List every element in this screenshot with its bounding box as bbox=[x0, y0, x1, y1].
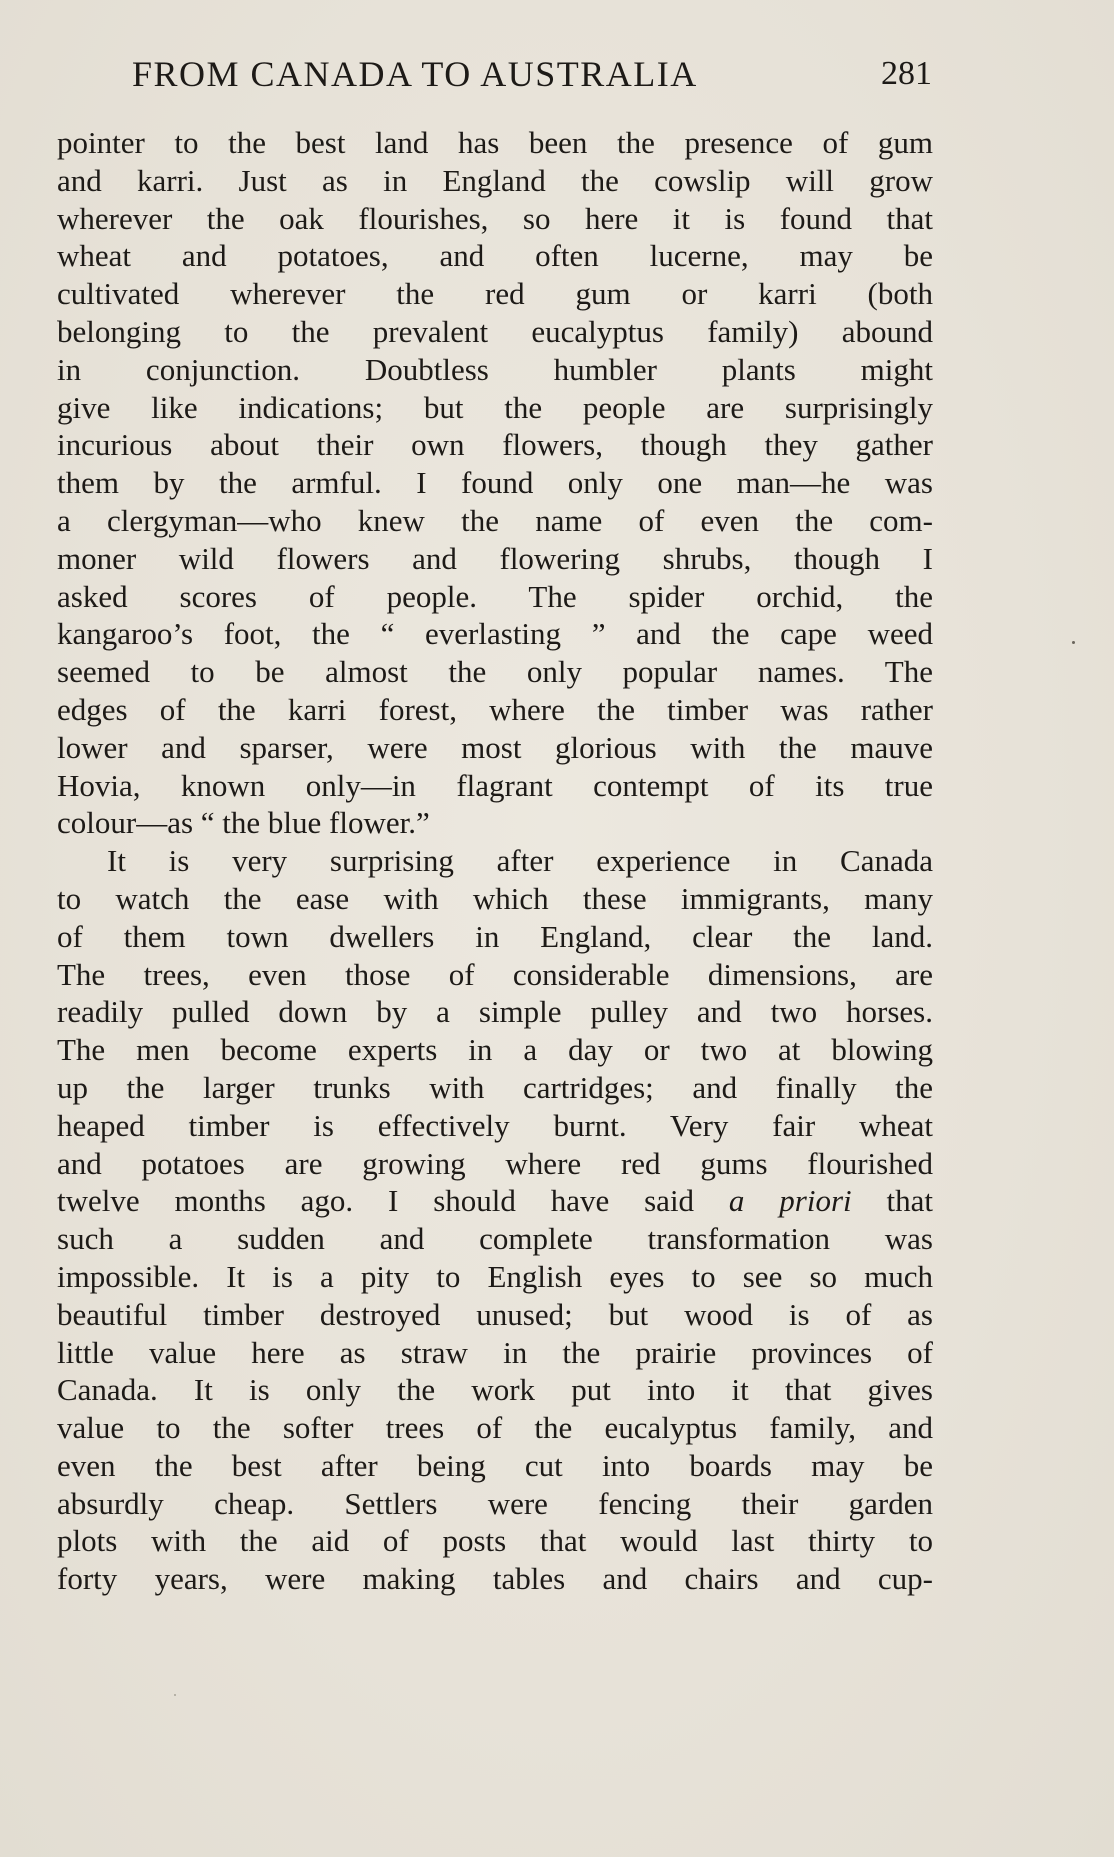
page-number: 281 bbox=[881, 55, 932, 92]
text-segment: that bbox=[851, 1183, 933, 1219]
paper-speck bbox=[1072, 641, 1075, 644]
text-line: Hovia, known only—in flagrant contempt of its true bbox=[57, 767, 933, 803]
text-line: kangaroo’s foot, the “ everlasting ” and the cape weed bbox=[57, 616, 933, 652]
text-line: forty years, were making tables and chairs and cup- bbox=[57, 1561, 933, 1597]
text-line: cultivated wherever the red gum or karri (both bbox=[57, 276, 933, 312]
text-line: The trees, even those of considerable dimensions, are bbox=[57, 956, 933, 992]
text-line: The men become experts in a day or two at blowing bbox=[57, 1032, 933, 1068]
text-line: edges of the karri forest, where the timber was rather bbox=[57, 691, 933, 727]
text-line: impossible. It is a pity to English eyes to see so much bbox=[57, 1258, 933, 1294]
text-line: up the larger trunks with cartridges; and finally the bbox=[57, 1069, 933, 1105]
text-segment: twelve months ago. I should have said bbox=[57, 1183, 729, 1219]
text-line: even the best after being cut into boards may be bbox=[57, 1447, 933, 1483]
text-line: a clergyman—who knew the name of even the com- bbox=[57, 502, 933, 538]
text-line: pointer to the best land has been the presence of gum bbox=[57, 125, 933, 160]
text-line-with-italic bbox=[57, 1182, 933, 1220]
text-line: such a sudden and complete transformation was bbox=[57, 1221, 933, 1257]
text-line: absurdly cheap. Settlers were fencing their garden bbox=[57, 1485, 933, 1521]
paragraph-start-line: It is very surprising after experience in Canada bbox=[107, 843, 933, 879]
text-line: seemed to be almost the only popular names. The bbox=[57, 654, 933, 690]
text-line: plots with the aid of posts that would last thirty to bbox=[57, 1523, 933, 1559]
text-line: moner wild flowers and flowering shrubs, though I bbox=[57, 540, 933, 576]
text-line: give like indications; but the people are surprisingly bbox=[57, 389, 933, 425]
text-line: belonging to the prevalent eucalyptus family) abound bbox=[57, 313, 933, 349]
text-line: and potatoes are growing where red gums flourished bbox=[57, 1145, 933, 1181]
text-line: wherever the oak flourishes, so here it is found that bbox=[57, 200, 933, 236]
paragraph-end-line: colour—as “ the blue flower.” bbox=[57, 805, 430, 841]
text-line: readily pulled down by a simple pulley and two horses. bbox=[57, 994, 933, 1030]
text-line: and karri. Just as in England the cowslip will grow bbox=[57, 162, 933, 198]
text-line: value to the softer trees of the eucalyptus family, and bbox=[57, 1410, 933, 1446]
text-line: little value here as straw in the prairie provinces of bbox=[57, 1334, 933, 1370]
running-title: FROM CANADA TO AUSTRALIA bbox=[132, 54, 698, 94]
text-line: them by the armful. I found only one man—he was bbox=[57, 465, 933, 501]
text-line: incurious about their own flowers, though they gather bbox=[57, 427, 933, 463]
text-line: wheat and potatoes, and often lucerne, may be bbox=[57, 238, 933, 274]
italic-phrase: a priori bbox=[728, 1183, 852, 1219]
text-line: Canada. It is only the work put into it that gives bbox=[57, 1372, 933, 1408]
text-line: heaped timber is effectively burnt. Very fair wheat bbox=[57, 1107, 933, 1143]
paper-speck bbox=[174, 1694, 176, 1696]
text-line: to watch the ease with which these immigrants, many bbox=[57, 880, 933, 916]
body-text bbox=[57, 124, 933, 1598]
text-line: asked scores of people. The spider orchid, the bbox=[57, 578, 933, 614]
text-line: in conjunction. Doubtless humbler plants might bbox=[57, 351, 933, 387]
text-line: lower and sparser, were most glorious with the mauve bbox=[57, 729, 933, 765]
running-header bbox=[132, 50, 932, 98]
text-line: beautiful timber destroyed unused; but wood is of as bbox=[57, 1296, 933, 1332]
text-line: of them town dwellers in England, clear the land. bbox=[57, 918, 933, 954]
